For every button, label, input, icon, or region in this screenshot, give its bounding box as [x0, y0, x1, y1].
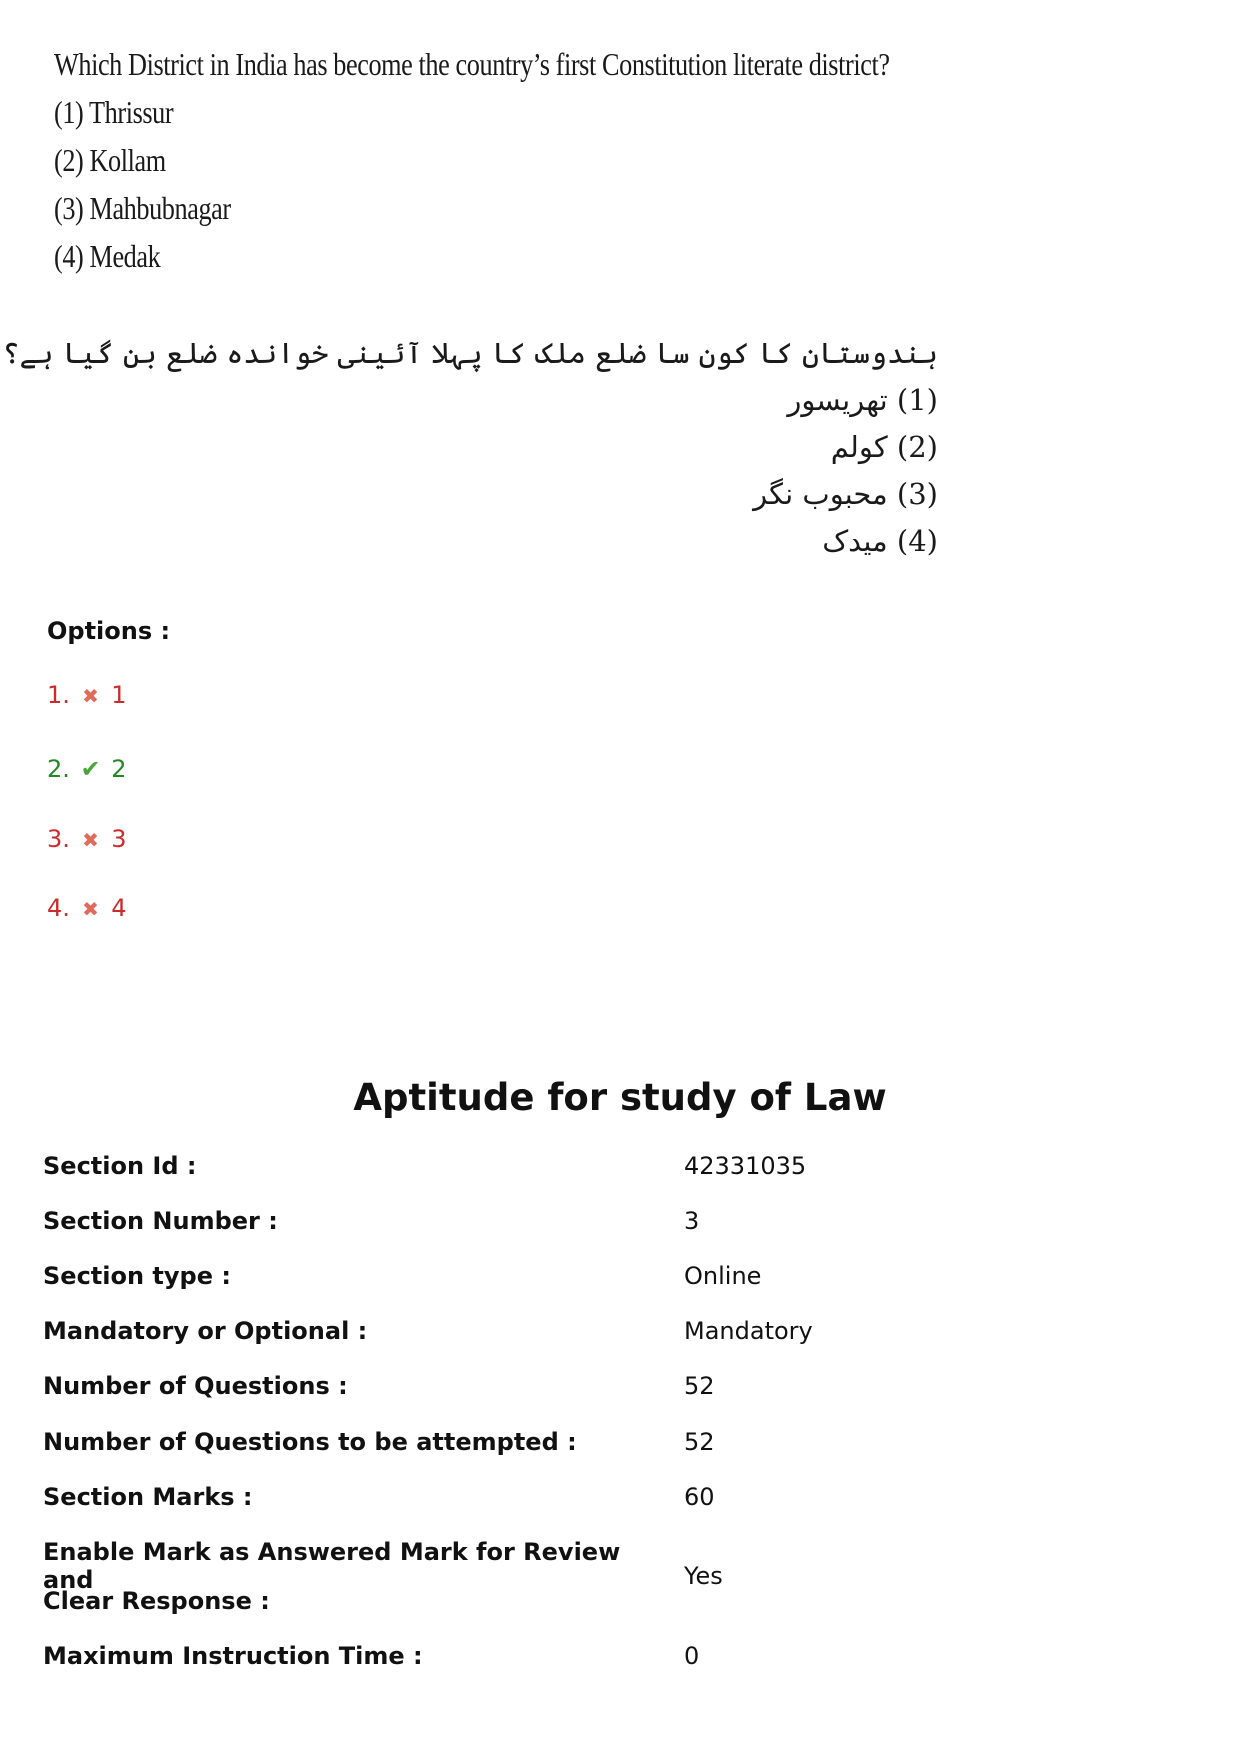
option-4 [47, 894, 126, 922]
cross-icon: ✖ [82, 828, 99, 852]
option-number: 1. [47, 681, 70, 709]
option-number: 4. [47, 894, 70, 922]
option-1 [47, 681, 126, 709]
section-id-label: Section Id : [43, 1152, 197, 1180]
question-choice-urdu-2: (2) کولم [830, 430, 938, 464]
option-number: 3. [47, 825, 70, 853]
section-marks-label: Section Marks : [43, 1483, 253, 1511]
number-of-questions-label: Number of Questions : [43, 1372, 348, 1400]
question-text: Which District in India has become the country’s first Constitution literate district? [54, 46, 890, 82]
question-choice-3: (3) Mahbubnagar [54, 190, 231, 226]
questions-to-attempt-label: Number of Questions to be attempted : [43, 1428, 577, 1456]
number-of-questions-value: 52 [684, 1372, 715, 1400]
section-marks-value: 60 [684, 1483, 715, 1511]
enable-mark-value: Yes [684, 1562, 723, 1590]
max-instruction-time-label: Maximum Instruction Time : [43, 1642, 423, 1670]
option-value: 4 [111, 894, 127, 922]
section-title: Aptitude for study of Law [353, 1076, 887, 1119]
check-icon: ✔ [80, 755, 101, 783]
mandatory-optional-value: Mandatory [684, 1317, 813, 1345]
cross-icon: ✖ [82, 684, 99, 708]
cross-icon: ✖ [82, 897, 99, 921]
question-choice-4: (4) Medak [54, 238, 161, 274]
question-choice-1: (1) Thrissur [54, 94, 174, 130]
section-number-value: 3 [684, 1207, 700, 1235]
enable-mark-label-line2: Clear Response : [43, 1587, 270, 1615]
section-type-label: Section type : [43, 1262, 231, 1290]
option-value: 3 [111, 825, 127, 853]
mandatory-optional-label: Mandatory or Optional : [43, 1317, 368, 1345]
enable-mark-label-line1: Enable Mark as Answered Mark for Review and [43, 1538, 621, 1594]
question-choice-urdu-1: (1) تھریسور [787, 383, 938, 417]
question-choice-urdu-4: (4) میدک [822, 524, 938, 558]
question-choice-2: (2) Kollam [54, 142, 166, 178]
section-number-label: Section Number : [43, 1207, 278, 1235]
question-choice-urdu-3: (3) محبوب نگر [753, 477, 938, 511]
question-english [54, 40, 890, 280]
section-id-value: 42331035 [684, 1152, 807, 1180]
option-value: 1 [111, 681, 127, 709]
section-type-value: Online [684, 1262, 762, 1290]
option-number: 2. [47, 755, 70, 783]
questions-to-attempt-value: 52 [684, 1428, 715, 1456]
question-urdu [3, 330, 938, 565]
options-heading: Options : [47, 617, 171, 645]
question-text-urdu: ہندوستان کا کون سا ضلع ملک کا پہلا آئینی خواندہ ضلع بن گیا ہے؟ [2, 336, 938, 370]
option-2 [47, 755, 126, 783]
option-3 [47, 825, 126, 853]
max-instruction-time-value: 0 [684, 1642, 700, 1670]
option-value: 2 [111, 755, 127, 783]
